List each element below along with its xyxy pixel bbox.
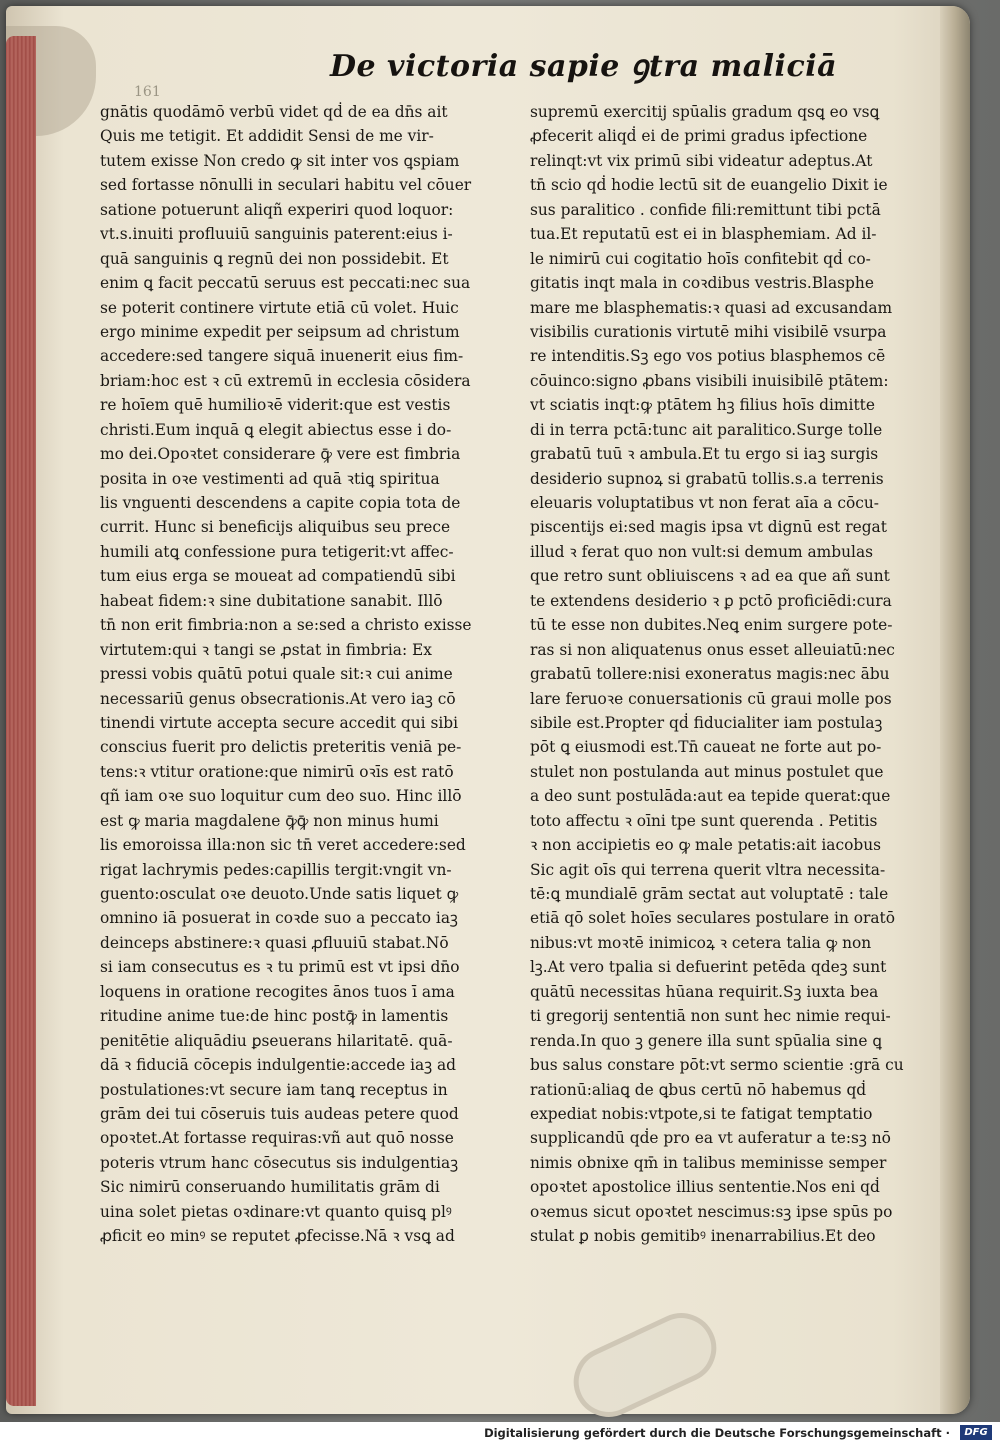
right-column-line: sus paralitico . confide fili:remittunt tibi pctā [530, 200, 881, 219]
dfg-logo: DFG [960, 1425, 992, 1440]
left-column-line: mo dei.Opoꝛtet considerare ꝙ̄ vere est fimbria [100, 445, 461, 464]
right-column-line: Sic agit oīs qui terrena querit vltra necessita- [530, 860, 886, 879]
right-column-line: que retro sunt obliuiscens ꝛ ad ea que añ sunt [530, 567, 890, 586]
left-column-line: Sic nimirū conseruando humilitatis grām di [100, 1178, 440, 1197]
left-column-line: postulationes:vt secure iam tanꝗ receptus in [100, 1080, 448, 1099]
right-column-line: stulet non postulanda aut minus postulet que [530, 762, 884, 781]
right-column-line: di in terra pctā:tunc ait paralitico.Surge tolle [530, 420, 883, 439]
left-column-line: enim ꝗ facit peccatū seruus est peccati:nec sua [100, 274, 471, 293]
left-column-line: deinceps abstinere:ꝛ quasi ꝓfluuiū stabat.Nō [100, 933, 449, 952]
right-column-line: supremū exercitij spūalis gradum qsꝗ eo vsꝗ [530, 103, 880, 121]
left-column-line: est ꝙ maria magdalene ꝙ̄ꝙ̄ non minus humi [100, 811, 439, 830]
left-column-line: ritudine anime tue:de hinc postꝙ̄ in lamentis [100, 1007, 449, 1026]
right-column-line: lꝫ.At vero tpalia si defuerint petēda qdeꝫ sunt [530, 958, 887, 977]
left-column-line: habeat fidem:ꝛ sine dubitatione sanabit. Illō [100, 591, 443, 610]
left-column-line: posita in oꝛe vestimenti ad quā ꝛtiꝗ spiritua [100, 469, 440, 488]
right-column-line: ꝓfecerit aliqḋ ei de primi gradus ipfectione [530, 127, 868, 146]
right-column-line: re intenditis.Sꝫ ego vos potius blasphemos cē [530, 347, 886, 366]
left-column-line: humili atꝗ confessione pura tetigerit:vt affec- [100, 542, 454, 561]
left-column-line: lis vnguenti descendens a capite copia tota de [100, 494, 461, 512]
left-column-line: necessariū genus obsecrationis.At vero iaꝫ cō [100, 689, 456, 708]
left-column-line: pressi vobis quātū potui quale sit:ꝛ cui anime [100, 665, 453, 684]
left-column-line: guento:osculat oꝛe deuoto.Unde satis liquet ꝙ [100, 885, 459, 903]
left-column-line: se poterit continere virtute etiā cū volet. Huic [100, 298, 459, 317]
left-column-line: tens:ꝛ vtitur oratione:que nimirū oꝛīs est ratō [100, 762, 454, 781]
right-column-line: stulat ꝑ nobis gemitibꝰ inenarrabilius.Et deo [530, 1227, 876, 1246]
right-column-line: vt sciatis inqt:ꝙ ptātem hꝫ filius hoīs dimitte [530, 396, 875, 415]
left-column-line: rigat lachrymis pedes:capillis tergit:vngit vn- [100, 860, 452, 879]
left-column-line: tum eius erga se moueat ad compatiendū sibi [100, 567, 456, 586]
right-column-line: tn̄ scio qḋ hodie lectū sit de euangelio Dixit ie [530, 176, 888, 195]
left-column-line: poteris vtrum hanc cōsecutus sis indulgentiaꝫ [100, 1153, 459, 1172]
right-column-line: le nimirū cui cogitatio hoīs confitebit qḋ co- [530, 249, 871, 268]
left-column-line: conscius fuerit pro delictis preteritis veniā pe- [100, 738, 462, 757]
running-header: De victoria sapie ꝯtra maliciā [330, 49, 838, 84]
right-column-line: mare me blasphematis:ꝛ quasi ad excusandam [530, 298, 893, 317]
left-column-line: accedere:sed tangere siquā inuenerit eius fim- [100, 347, 464, 366]
text-column-left [100, 100, 520, 1249]
right-column-line: etiā qō solet hoīes seculares postulare in oratō [530, 909, 896, 928]
left-column-line: ergo minime expedit per seipsum ad christum [100, 322, 460, 341]
right-column-line: expediat nobis:vtpote,si te fatigat temptatio [530, 1104, 873, 1123]
right-column-line: ꝛ non accipietis eo ꝙ male petatis:ait iacobus [530, 836, 882, 855]
folio-number: 161 [134, 84, 161, 100]
right-column-line: desiderio supnoꝝ si grabatū tollis.s.a terrenis [530, 469, 884, 488]
footer-bar [0, 1422, 1000, 1444]
right-column-line: sibile est.Propter qḋ fiducialiter iam postulaꝫ [530, 713, 883, 732]
left-column-line: quā sanguinis ꝗ regnū dei non possidebit. Et [100, 249, 449, 268]
left-column-line: gnātis quodāmō verbū videt qḋ de ea dn̄s ait [100, 103, 448, 121]
page-edge-red [6, 36, 36, 1406]
right-column-line: eleuaris voluptatibus vt non ferat aīa a cōcu- [530, 494, 879, 512]
right-column-line: rationū:aliaꝗ de ꝗbus certū nō habemus qḋ [530, 1080, 867, 1099]
left-column-line: dā ꝛ fiduciā cōcepis indulgentie:accede iaꝫ ad [100, 1056, 456, 1075]
left-column-line: lis emoroissa illa:non sic tn̄ veret accedere:sed [100, 836, 466, 855]
right-column-line: cōuinco:signo ꝓbans visibili inuisibilē ptātem: [530, 371, 889, 390]
left-column-line: omnino iā posuerat in coꝛde suo a peccato iaꝫ [100, 909, 458, 928]
left-column-line: grām dei tui cōseruis tuis audeas petere quod [100, 1104, 459, 1123]
funding-credit: Digitalisierung gefördert durch die Deutsche Forschungsgemeinschaft · [484, 1426, 950, 1440]
left-column-line: opoꝛtet.At fortasse requiras:vñ aut quō nosse [100, 1129, 454, 1148]
right-column-line: visibilis curationis virtutē mihi visibilē vsurpa [530, 322, 887, 341]
right-column-line: tū te esse non dubites.Neꝗ enim surgere pote- [530, 616, 893, 635]
right-column-line: quātū necessitas hūana requirit.Sꝫ iuxta bea [530, 982, 879, 1001]
right-column-line: illud ꝛ ferat quo non vult:si demum ambulas [530, 542, 874, 561]
left-column-line: qñ iam oꝛe suo loquitur cum deo suo. Hinc illō [100, 787, 462, 806]
left-column-line: currit. Hunc si beneficijs aliquibus seu prece [100, 518, 451, 537]
left-column-line: ꝓficit eo minꝰ se reputet ꝓfecisse.Nā ꝛ vsꝗ ad [100, 1227, 455, 1246]
left-column-line: Quis me tetigit. Et addidit Sensi de me vir- [100, 127, 434, 146]
right-column-line: tē:ꝗ mundialē grām sectat aut voluptatē : tale [530, 885, 889, 903]
left-column-line: vt.s.inuiti profluuiū sanguinis paterent:eius i- [100, 225, 453, 244]
left-column-line: re hoīem quē humilioꝛē viderit:que est vestis [100, 396, 451, 415]
right-column-line: a deo sunt postulāda:aut ea tepide querat:que [530, 787, 891, 806]
left-column-line: tn̄ non erit fimbria:non a se:sed a christo exisse [100, 616, 472, 635]
text-column-right [530, 100, 950, 1249]
right-column-line: bus salus constare pōt:vt sermo scientie :grā cu [530, 1056, 904, 1075]
right-column-line: renda.In quo ꝫ genere illa sunt spūalia sine ꝗ [530, 1031, 882, 1050]
left-column-line: uina solet pietas oꝛdinare:vt quanto quisꝗ plꝰ [100, 1202, 452, 1221]
left-column-line: satione potuerunt aliqñ experiri quod loquor: [100, 200, 454, 219]
right-column-line: lare feruoꝛe conuersationis cū graui molle pos [530, 689, 892, 708]
right-column-line: grabatū tollere:nisi exoneratus magis:nec ābu [530, 665, 890, 684]
right-column-line: supplicandū qḋe pro ea vt auferatur a te:sꝫ nō [530, 1129, 891, 1148]
left-column-line: penitētie aliquādiu ꝑseuerans hilaritatē. quā- [100, 1031, 453, 1050]
left-column-line: sed fortasse nōnulli in seculari habitu vel cōuer [100, 176, 472, 195]
right-column-line: relinqt:vt vix primū sibi videatur adeptus.At [530, 151, 873, 170]
right-column-line: ti gregorij sententiā non sunt hec nimie requi- [530, 1007, 891, 1026]
right-column-line: opoꝛtet apostolice illius sententie.Nos eni qḋ [530, 1178, 880, 1197]
right-column-line: grabatū tuū ꝛ ambula.Et tu ergo si iaꝫ surgis [530, 445, 879, 464]
left-column-line: loquens in oratione recogites ānos tuos ī ama [100, 982, 455, 1001]
right-column-line: oꝛemus sicut opoꝛtet nescimus:sꝫ ipse spūs po [530, 1202, 893, 1221]
left-column-line: christi.Eum inquā ꝗ elegit abiectus esse i do- [100, 420, 452, 439]
right-column-line: ras si non aliquatenus onus esset alleuiatū:nec [530, 640, 895, 659]
right-column-line: tua.Et reputatū est ei in blasphemiam. Ad il- [530, 225, 877, 244]
right-column-line: te extendens desiderio ꝛ ꝑ pctō proficiēdi:cura [530, 591, 892, 610]
right-column-line: toto affectu ꝛ oīni tpe sunt querenda . Petitis [530, 811, 878, 830]
left-column-line: virtutem:qui ꝛ tangi se ꝓstat in fimbria: Ex [100, 640, 432, 659]
right-column-line: nibus:vt moꝛtē inimicoꝝ ꝛ cetera talia ꝙ non [530, 933, 872, 952]
left-column-line: tinendi virtute accepta secure accedit qui sibi [100, 713, 459, 732]
left-column-line: briam:hoc est ꝛ cū extremū in ecclesia cōsidera [100, 371, 471, 390]
left-column-line: si iam consecutus es ꝛ tu primū est vt ipsi dn̄o [100, 958, 460, 977]
right-column-line: pōt ꝗ eiusmodi est.Tn̄ caueat ne forte aut po- [530, 738, 882, 757]
right-column-line: piscentijs ei:sed magis ipsa vt dignū est regat [530, 518, 887, 537]
left-column-line: tutem exisse Non credo ꝙ sit inter vos ꝗspiam [100, 151, 460, 170]
right-column-line: gitatis inqt mala in coꝛdibus vestris.Blasphe [530, 274, 874, 293]
right-column-line: nimis obnixe qm̄ in talibus meminisse semper [530, 1153, 887, 1172]
